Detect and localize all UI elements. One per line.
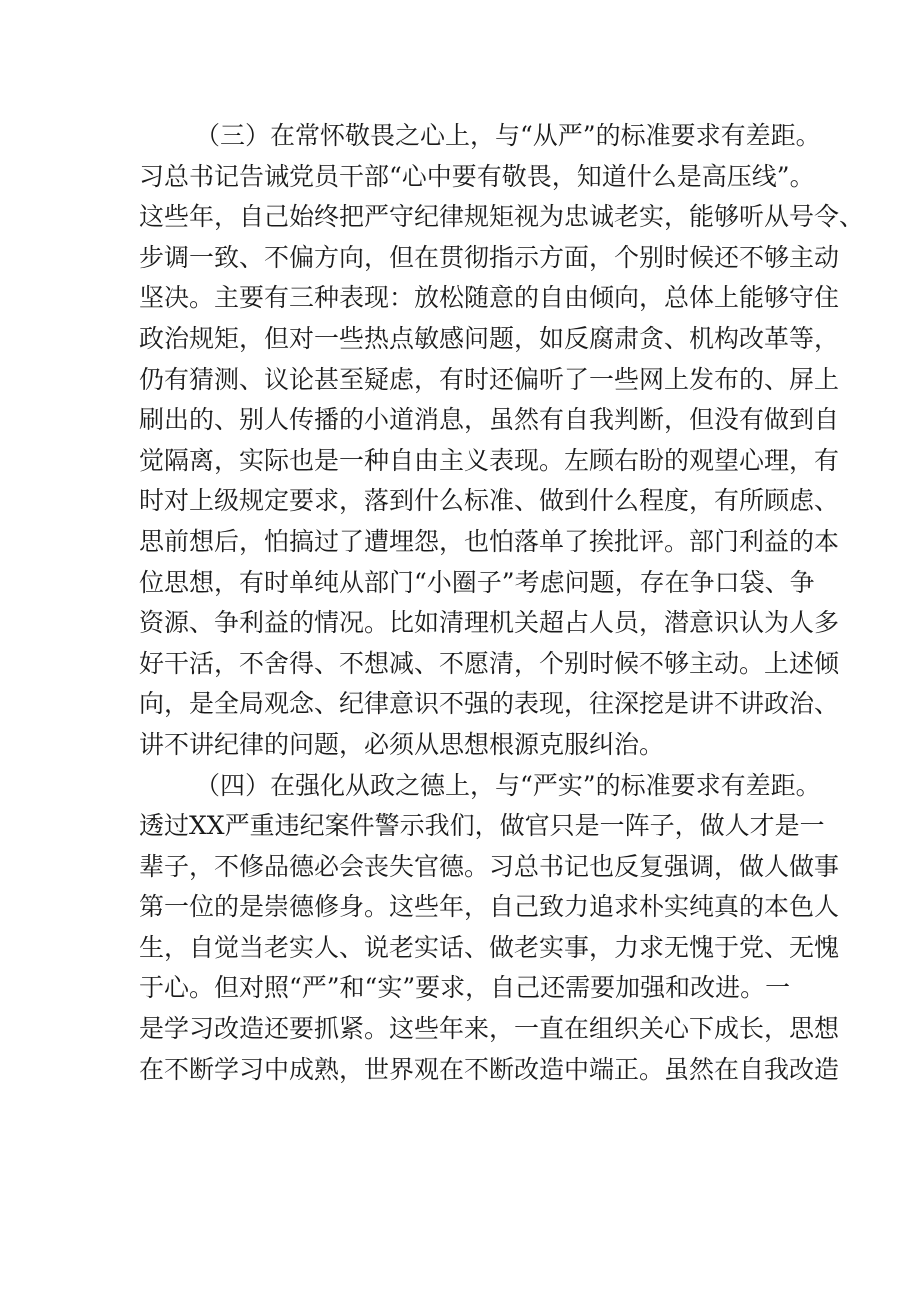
paragraph-line: 坚决。主要有三种表现：放松随意的自由倾向，总体上能够守住 (139, 283, 840, 313)
paragraph-4 (139, 766, 840, 1091)
paragraph-line: 讲不讲纪律的问题，必须从思想根源克服纠治。 (139, 729, 665, 759)
paragraph-line: 仍有猜测、议论甚至疑虑，有时还偏听了一些网上发布的、屏上 (139, 364, 840, 394)
paragraph-line: 刷出的、别人传播的小道消息，虽然有自我判断，但没有做到自 (139, 405, 840, 435)
paragraph-line: 习总书记告诫党员干部“心中要有敬畏，知道什么是高压线”。 (139, 161, 815, 191)
paragraph-line: （三）在常怀敬畏之心上，与“从严”的标准要求有差距。 (195, 121, 821, 150)
paragraph-line: 位思想，有时单纯从部门“小圈子”考虑问题，存在争口袋、争 (139, 567, 815, 597)
paragraph-3 (139, 116, 865, 766)
paragraph-line: 资源、争利益的情况。比如清理机关超占人员，潜意识认为人多 (139, 608, 840, 638)
paragraph-line: 时对上级规定要求，落到什么标准、做到什么程度，有所顾虑、 (139, 486, 840, 516)
paragraph-line: 步调一致、不偏方向，但在贯彻指示方面，个别时候还不够主动 (139, 242, 840, 272)
paragraph-line: 是学习改造还要抓紧。这些年来，一直在组织关心下成长，思想 (139, 1014, 840, 1044)
document-body (139, 116, 865, 1090)
paragraph-line: 这些年，自己始终把严守纪律规矩视为忠诚老实，能够听从号令、 (139, 202, 865, 232)
paragraph-line: 透过XX严重违纪案件警示我们，做官只是一阵子，做人才是一 (139, 811, 825, 841)
paragraph-line: 政治规矩，但对一些热点敏感问题，如反腐肃贪、机构改革等， (139, 323, 840, 353)
paragraph-line: 辈子，不修品德必会丧失官德。习总书记也反复强调，做人做事 (139, 851, 840, 881)
paragraph-line: 于心。但对照“严”和“实”要求，自己还需要加强和改进。一 (139, 973, 791, 1003)
paragraph-line: 觉隔离，实际也是一种自由主义表现。左顾右盼的观望心理，有 (139, 445, 840, 475)
paragraph-line: 好干活，不舍得、不想减、不愿清，个别时候不够主动。上述倾 (139, 648, 840, 678)
paragraph-line: （四）在强化从政之德上，与“严实”的标准要求有差距。 (195, 770, 821, 800)
paragraph-line: 向，是全局观念、纪律意识不强的表现，往深挖是讲不讲政治、 (139, 689, 840, 719)
paragraph-line: 在不断学习中成熟，世界观在不断改造中端正。虽然在自我改造 (139, 1054, 840, 1084)
paragraph-line: 思前想后，怕搞过了遭埋怨，也怕落单了挨批评。部门利益的本 (139, 526, 840, 556)
paragraph-line: 生，自觉当老实人、说老实话、做老实事，力求无愧于党、无愧 (139, 932, 840, 962)
paragraph-line: 第一位的是崇德修身。这些年，自己致力追求朴实纯真的本色人 (139, 892, 840, 922)
